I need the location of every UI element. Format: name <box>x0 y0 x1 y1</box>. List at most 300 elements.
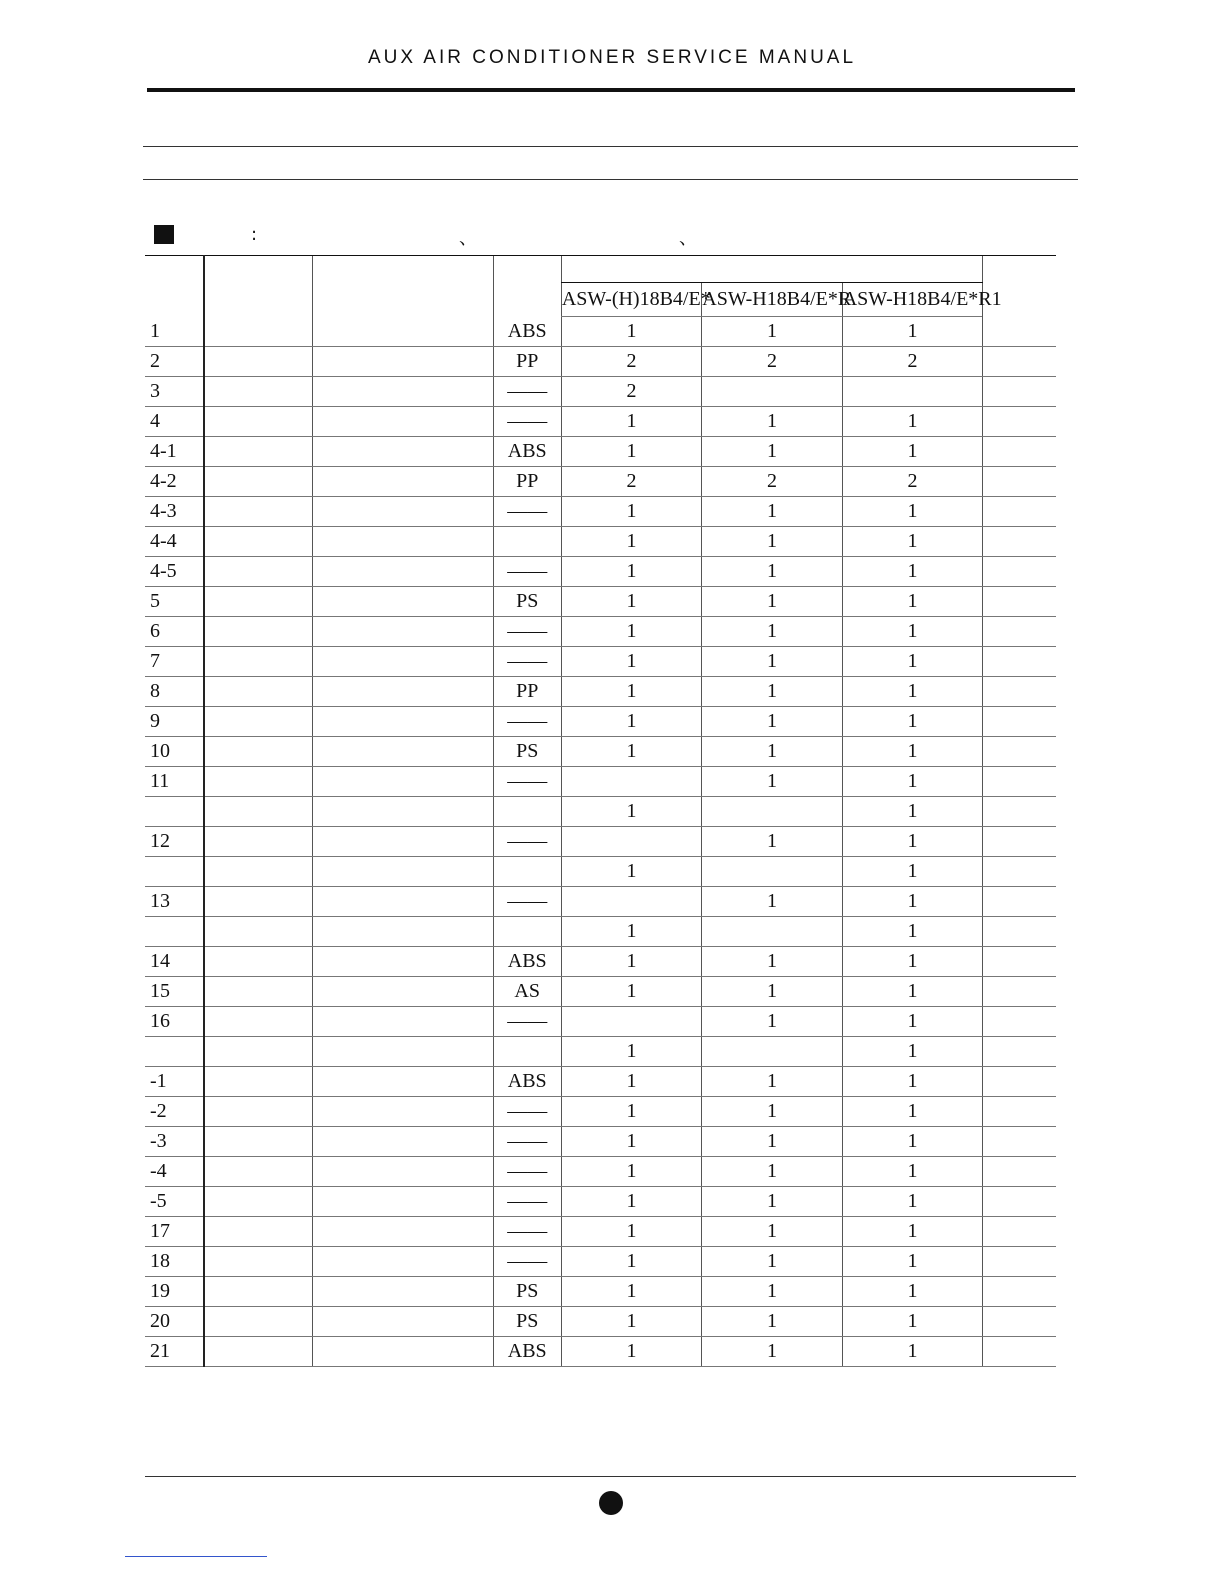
part-name-cell <box>204 1127 312 1157</box>
quantity-cell: 1 <box>702 737 842 767</box>
quantity-cell <box>561 1007 701 1037</box>
footer-rule <box>145 1476 1076 1477</box>
part-name-cell <box>204 947 312 977</box>
row-number-cell <box>145 917 204 947</box>
row-number-cell: 20 <box>145 1307 204 1337</box>
quantity-cell: 1 <box>842 677 982 707</box>
quantity-cell: 1 <box>702 1157 842 1187</box>
material-cell: —— <box>493 377 561 407</box>
part-name-cell <box>204 557 312 587</box>
table-row <box>145 467 1056 497</box>
material-cell: ABS <box>493 1337 561 1367</box>
quantity-cell: 1 <box>561 1307 701 1337</box>
table-row <box>145 797 1056 827</box>
quantity-cell: 1 <box>702 527 842 557</box>
quantity-cell: 1 <box>842 707 982 737</box>
header-quantity-group <box>561 256 982 283</box>
part-name-cell <box>204 887 312 917</box>
quantity-cell: 1 <box>842 497 982 527</box>
remark-cell <box>983 767 1056 797</box>
quantity-cell: 1 <box>702 437 842 467</box>
remark-cell <box>983 527 1056 557</box>
part-code-cell <box>313 467 494 497</box>
header-rule <box>147 88 1075 92</box>
quantity-cell: 1 <box>561 1217 701 1247</box>
material-cell: —— <box>493 767 561 797</box>
remark-cell <box>983 557 1056 587</box>
part-code-cell <box>313 737 494 767</box>
material-cell: ABS <box>493 947 561 977</box>
part-name-cell <box>204 1247 312 1277</box>
table-row <box>145 977 1056 1007</box>
remark-cell <box>983 1067 1056 1097</box>
quantity-cell: 1 <box>561 797 701 827</box>
material-cell: —— <box>493 707 561 737</box>
row-number-cell: -2 <box>145 1097 204 1127</box>
material-cell: —— <box>493 617 561 647</box>
quantity-cell: 1 <box>702 1247 842 1277</box>
quantity-cell: 1 <box>561 737 701 767</box>
part-code-cell <box>313 1067 494 1097</box>
row-number-cell <box>145 1037 204 1067</box>
table-row <box>145 617 1056 647</box>
header-code-cell <box>313 256 494 317</box>
quantity-cell: 1 <box>702 947 842 977</box>
part-name-cell <box>204 917 312 947</box>
quantity-cell: 2 <box>561 377 701 407</box>
remark-cell <box>983 407 1056 437</box>
part-code-cell <box>313 347 494 377</box>
quantity-cell: 1 <box>702 317 842 347</box>
remark-cell <box>983 977 1056 1007</box>
remark-cell <box>983 347 1056 377</box>
row-number-cell: 4-1 <box>145 437 204 467</box>
part-name-cell <box>204 467 312 497</box>
quantity-cell: 1 <box>561 617 701 647</box>
quantity-cell: 1 <box>561 1277 701 1307</box>
quantity-cell: 1 <box>702 587 842 617</box>
row-number-cell: -4 <box>145 1157 204 1187</box>
quantity-cell: 1 <box>842 587 982 617</box>
quantity-cell: 1 <box>842 1187 982 1217</box>
material-cell: —— <box>493 647 561 677</box>
quantity-cell: 1 <box>842 527 982 557</box>
table-row <box>145 1277 1056 1307</box>
table-row <box>145 1157 1056 1187</box>
table-row <box>145 647 1056 677</box>
row-number-cell: 17 <box>145 1217 204 1247</box>
row-number-cell: 6 <box>145 617 204 647</box>
model-header: ASW-H18B4/E*R <box>702 283 842 317</box>
page-header-title: AUX AIR CONDITIONER SERVICE MANUAL <box>367 47 857 68</box>
part-name-cell <box>204 1037 312 1067</box>
part-name-cell <box>204 377 312 407</box>
row-number-cell: 1 <box>145 317 204 347</box>
quantity-cell: 1 <box>842 887 982 917</box>
material-cell: —— <box>493 557 561 587</box>
material-cell: PS <box>493 587 561 617</box>
quantity-cell: 2 <box>561 347 701 377</box>
quantity-cell: 1 <box>702 1187 842 1217</box>
quantity-cell: 1 <box>842 857 982 887</box>
row-number-cell <box>145 857 204 887</box>
remark-cell <box>983 917 1056 947</box>
table-row <box>145 497 1056 527</box>
quantity-cell: 1 <box>702 1097 842 1127</box>
table-row <box>145 1247 1056 1277</box>
part-code-cell <box>313 947 494 977</box>
part-name-cell <box>204 677 312 707</box>
row-number-cell: 4-2 <box>145 467 204 497</box>
row-number-cell: 4-3 <box>145 497 204 527</box>
part-code-cell <box>313 527 494 557</box>
quantity-cell <box>561 767 701 797</box>
quantity-cell: 1 <box>842 1067 982 1097</box>
remark-cell <box>983 887 1056 917</box>
material-cell: PS <box>493 737 561 767</box>
part-code-cell <box>313 977 494 1007</box>
remark-cell <box>983 467 1056 497</box>
row-number-cell: 11 <box>145 767 204 797</box>
material-cell: ABS <box>493 1067 561 1097</box>
quantity-cell: 1 <box>842 1007 982 1037</box>
row-number-cell: 16 <box>145 1007 204 1037</box>
quantity-cell: 1 <box>561 857 701 887</box>
quantity-cell <box>702 377 842 407</box>
part-code-cell <box>313 797 494 827</box>
section-bullet-icon <box>154 225 174 244</box>
quantity-cell: 1 <box>842 557 982 587</box>
caption-separator-1: 、 <box>459 228 477 249</box>
row-number-cell: 15 <box>145 977 204 1007</box>
table-row <box>145 527 1056 557</box>
table-row <box>145 1217 1056 1247</box>
material-cell: —— <box>493 1187 561 1217</box>
part-name-cell <box>204 1277 312 1307</box>
quantity-cell: 2 <box>702 467 842 497</box>
material-cell: ABS <box>493 317 561 347</box>
part-name-cell <box>204 1157 312 1187</box>
quantity-cell: 1 <box>561 917 701 947</box>
remark-cell <box>983 1037 1056 1067</box>
table-row <box>145 587 1056 617</box>
quantity-cell: 1 <box>561 1097 701 1127</box>
remark-cell <box>983 1337 1056 1367</box>
table-header-row <box>145 256 1056 283</box>
material-cell: —— <box>493 1097 561 1127</box>
quantity-cell <box>702 1037 842 1067</box>
quantity-cell: 1 <box>702 557 842 587</box>
part-code-cell <box>313 377 494 407</box>
remark-cell <box>983 677 1056 707</box>
part-code-cell <box>313 707 494 737</box>
remark-cell <box>983 1217 1056 1247</box>
material-cell: —— <box>493 1157 561 1187</box>
remark-cell <box>983 587 1056 617</box>
quantity-cell: 1 <box>702 1007 842 1037</box>
quantity-cell: 2 <box>842 347 982 377</box>
row-number-cell: 10 <box>145 737 204 767</box>
quantity-cell <box>842 377 982 407</box>
page-number-dot-icon <box>599 1491 623 1515</box>
part-code-cell <box>313 677 494 707</box>
quantity-cell: 1 <box>842 737 982 767</box>
row-number-cell: 21 <box>145 1337 204 1367</box>
row-number-cell: 8 <box>145 677 204 707</box>
model-header: ASW-H18B4/E*R1 <box>842 283 982 317</box>
quantity-cell: 1 <box>842 1127 982 1157</box>
quantity-cell: 1 <box>842 407 982 437</box>
quantity-cell: 1 <box>561 1037 701 1067</box>
table-row <box>145 1067 1056 1097</box>
quantity-cell: 1 <box>561 977 701 1007</box>
material-cell: —— <box>493 1007 561 1037</box>
quantity-cell: 1 <box>842 917 982 947</box>
part-code-cell <box>313 827 494 857</box>
part-name-cell <box>204 527 312 557</box>
table-row <box>145 677 1056 707</box>
remark-cell <box>983 1247 1056 1277</box>
header-name-cell <box>204 256 312 317</box>
remark-cell <box>983 827 1056 857</box>
remark-cell <box>983 797 1056 827</box>
row-number-cell: -3 <box>145 1127 204 1157</box>
quantity-cell: 1 <box>561 1067 701 1097</box>
remark-cell <box>983 947 1056 977</box>
table-row <box>145 767 1056 797</box>
quantity-cell: 1 <box>702 677 842 707</box>
quantity-cell: 1 <box>561 497 701 527</box>
quantity-cell: 1 <box>561 947 701 977</box>
quantity-cell: 1 <box>702 707 842 737</box>
quantity-cell: 1 <box>702 887 842 917</box>
table-row <box>145 917 1056 947</box>
table-row <box>145 737 1056 767</box>
part-code-cell <box>313 437 494 467</box>
caption-colon: : <box>251 224 258 245</box>
material-cell: —— <box>493 407 561 437</box>
row-number-cell: 13 <box>145 887 204 917</box>
part-code-cell <box>313 647 494 677</box>
row-number-cell: 19 <box>145 1277 204 1307</box>
part-name-cell <box>204 437 312 467</box>
table-row <box>145 407 1056 437</box>
part-name-cell <box>204 767 312 797</box>
quantity-cell: 1 <box>702 617 842 647</box>
quantity-cell: 1 <box>561 527 701 557</box>
part-code-cell <box>313 317 494 347</box>
quantity-cell: 1 <box>561 677 701 707</box>
quantity-cell: 1 <box>702 407 842 437</box>
remark-cell <box>983 1307 1056 1337</box>
part-name-cell <box>204 587 312 617</box>
caption-separator-2: 、 <box>679 228 697 249</box>
quantity-cell: 1 <box>842 977 982 1007</box>
table-row <box>145 347 1056 377</box>
quantity-cell: 1 <box>842 827 982 857</box>
quantity-cell <box>561 827 701 857</box>
quantity-cell: 1 <box>561 707 701 737</box>
material-cell: —— <box>493 827 561 857</box>
material-cell <box>493 527 561 557</box>
section-rule-top <box>143 146 1078 147</box>
part-name-cell <box>204 977 312 1007</box>
part-name-cell <box>204 407 312 437</box>
table-row <box>145 827 1056 857</box>
quantity-cell: 1 <box>842 767 982 797</box>
quantity-cell: 1 <box>702 1217 842 1247</box>
part-name-cell <box>204 797 312 827</box>
table-row <box>145 887 1056 917</box>
quantity-cell: 1 <box>561 407 701 437</box>
material-cell: PS <box>493 1307 561 1337</box>
header-no-cell <box>145 256 204 317</box>
quantity-cell: 1 <box>561 1127 701 1157</box>
table-row <box>145 1337 1056 1367</box>
remark-cell <box>983 737 1056 767</box>
row-number-cell: -5 <box>145 1187 204 1217</box>
material-cell: —— <box>493 1247 561 1277</box>
remark-cell <box>983 317 1056 347</box>
row-number-cell: 4 <box>145 407 204 437</box>
part-code-cell <box>313 1037 494 1067</box>
quantity-cell: 1 <box>842 947 982 977</box>
part-code-cell <box>313 1247 494 1277</box>
material-cell: —— <box>493 887 561 917</box>
parts-list-table <box>145 255 1056 1367</box>
part-name-cell <box>204 1097 312 1127</box>
row-number-cell: 3 <box>145 377 204 407</box>
quantity-cell: 1 <box>842 1097 982 1127</box>
table-row <box>145 1097 1056 1127</box>
section-rule-bottom <box>143 179 1078 180</box>
footer-link-underline <box>125 1556 267 1557</box>
model-header: ASW-(H)18B4/E* <box>561 283 701 317</box>
quantity-cell <box>702 917 842 947</box>
part-name-cell <box>204 1307 312 1337</box>
quantity-cell: 1 <box>842 1217 982 1247</box>
part-name-cell <box>204 707 312 737</box>
table-row <box>145 947 1056 977</box>
table-row <box>145 1037 1056 1067</box>
row-number-cell: 14 <box>145 947 204 977</box>
part-name-cell <box>204 497 312 527</box>
header-material-cell <box>493 256 561 317</box>
row-number-cell: 18 <box>145 1247 204 1277</box>
remark-cell <box>983 1277 1056 1307</box>
quantity-cell: 1 <box>702 647 842 677</box>
quantity-cell: 1 <box>702 1307 842 1337</box>
remark-cell <box>983 1007 1056 1037</box>
material-cell: PS <box>493 1277 561 1307</box>
remark-cell <box>983 377 1056 407</box>
table-row <box>145 317 1056 347</box>
part-code-cell <box>313 407 494 437</box>
quantity-cell <box>561 887 701 917</box>
part-name-cell <box>204 827 312 857</box>
part-name-cell <box>204 737 312 767</box>
part-code-cell <box>313 1307 494 1337</box>
row-number-cell: -1 <box>145 1067 204 1097</box>
material-cell: —— <box>493 497 561 527</box>
part-code-cell <box>313 557 494 587</box>
table-row <box>145 1307 1056 1337</box>
part-name-cell <box>204 1337 312 1367</box>
part-code-cell <box>313 767 494 797</box>
quantity-cell: 1 <box>702 827 842 857</box>
table-row <box>145 377 1056 407</box>
remark-cell <box>983 857 1056 887</box>
material-cell: ABS <box>493 437 561 467</box>
remark-cell <box>983 1187 1056 1217</box>
table-row <box>145 1127 1056 1157</box>
remark-cell <box>983 497 1056 527</box>
material-cell: AS <box>493 977 561 1007</box>
part-code-cell <box>313 857 494 887</box>
quantity-cell: 1 <box>842 647 982 677</box>
quantity-cell <box>702 797 842 827</box>
part-code-cell <box>313 1277 494 1307</box>
table-row <box>145 857 1056 887</box>
part-name-cell <box>204 647 312 677</box>
quantity-cell: 1 <box>842 797 982 827</box>
quantity-cell: 1 <box>702 497 842 527</box>
part-code-cell <box>313 1157 494 1187</box>
quantity-cell: 1 <box>702 1277 842 1307</box>
part-name-cell <box>204 1187 312 1217</box>
material-cell <box>493 797 561 827</box>
remark-cell <box>983 437 1056 467</box>
material-cell: —— <box>493 1217 561 1247</box>
quantity-cell: 1 <box>561 647 701 677</box>
remark-cell <box>983 1127 1056 1157</box>
row-number-cell: 4-5 <box>145 557 204 587</box>
row-number-cell: 2 <box>145 347 204 377</box>
quantity-cell: 1 <box>842 437 982 467</box>
quantity-cell: 1 <box>842 1307 982 1337</box>
quantity-cell: 1 <box>561 317 701 347</box>
part-name-cell <box>204 617 312 647</box>
part-name-cell <box>204 857 312 887</box>
quantity-cell: 2 <box>842 467 982 497</box>
row-number-cell: 7 <box>145 647 204 677</box>
quantity-cell: 1 <box>702 977 842 1007</box>
part-code-cell <box>313 1337 494 1367</box>
quantity-cell: 1 <box>842 1037 982 1067</box>
quantity-cell: 1 <box>702 767 842 797</box>
part-name-cell <box>204 1067 312 1097</box>
table-row <box>145 557 1056 587</box>
part-name-cell <box>204 1217 312 1247</box>
quantity-cell: 1 <box>561 437 701 467</box>
part-code-cell <box>313 1217 494 1247</box>
quantity-cell: 1 <box>842 1277 982 1307</box>
quantity-cell: 2 <box>561 467 701 497</box>
material-cell: PP <box>493 467 561 497</box>
row-number-cell <box>145 797 204 827</box>
quantity-cell: 1 <box>842 1337 982 1367</box>
quantity-cell: 1 <box>561 587 701 617</box>
part-code-cell <box>313 1127 494 1157</box>
part-code-cell <box>313 617 494 647</box>
remark-cell <box>983 707 1056 737</box>
table-row <box>145 707 1056 737</box>
quantity-cell: 1 <box>561 557 701 587</box>
material-cell: PP <box>493 347 561 377</box>
part-code-cell <box>313 1007 494 1037</box>
row-number-cell: 12 <box>145 827 204 857</box>
part-name-cell <box>204 347 312 377</box>
